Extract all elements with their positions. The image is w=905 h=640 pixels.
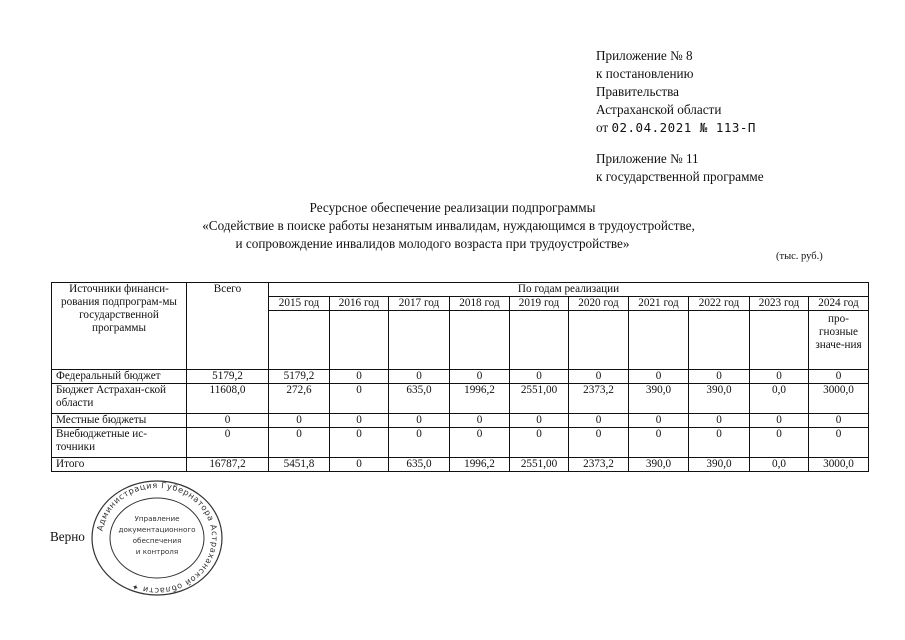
header-year-2023: 2023 год <box>750 297 809 311</box>
row-value-2016: 0 <box>330 428 389 458</box>
annex-8-line3: Правительства <box>596 84 679 99</box>
row-value-2022: 0 <box>689 428 750 458</box>
table-row <box>52 384 869 414</box>
header-years-group: По годам реализации <box>269 283 869 297</box>
row-value-2016: 0 <box>330 458 389 472</box>
svg-text:документационного: документационного <box>118 525 196 534</box>
row-value-2017: 0 <box>389 414 450 428</box>
svg-text:Администрация Губернатора Астр: Администрация Губернатора Астраханской области ✦ <box>94 479 221 597</box>
header-year-2019: 2019 год <box>510 297 569 311</box>
svg-text:обеспечения: обеспечения <box>132 536 182 545</box>
row-value-2023: 0 <box>750 428 809 458</box>
row-value-2015: 0 <box>269 428 330 458</box>
row-value-2023: 0 <box>750 414 809 428</box>
title-line2: «Содействие в поиске работы незанятым инвалидам, нуждающимся в трудоустройстве, <box>202 218 695 233</box>
row-value-2023: 0,0 <box>750 458 809 472</box>
header-blank-cell <box>569 311 629 370</box>
header-blank-cell <box>269 311 330 370</box>
table-row <box>52 428 869 458</box>
annex-8-block <box>596 47 756 137</box>
row-value-2016: 0 <box>330 370 389 384</box>
header-year-2017: 2017 год <box>389 297 450 311</box>
annex-11-line2: к государственной программе <box>596 169 764 184</box>
annex-8-date-prefix: от <box>596 120 609 135</box>
annex-8-line4: Астраханской области <box>596 102 722 117</box>
row-value-2024: 0 <box>809 428 869 458</box>
header-year-2015: 2015 год <box>269 297 330 311</box>
row-value-2022: 0 <box>689 414 750 428</box>
table-row <box>52 458 869 472</box>
row-value-2017: 635,0 <box>389 384 450 414</box>
title-line1: Ресурсное обеспечение реализации подпрограммы <box>309 200 596 215</box>
row-source: Бюджет Астрахан-ской области <box>52 384 187 414</box>
header-year-2020: 2020 год <box>569 297 629 311</box>
seal-stamp <box>88 479 226 597</box>
row-value-2020: 2373,2 <box>569 384 629 414</box>
row-value-2022: 0 <box>689 370 750 384</box>
row-value-2018: 0 <box>450 370 510 384</box>
header-year-2016: 2016 год <box>330 297 389 311</box>
header-blank-cell <box>689 311 750 370</box>
row-value-2020: 0 <box>569 370 629 384</box>
annex-8-line1: Приложение № 8 <box>596 48 693 63</box>
row-value-2020: 0 <box>569 428 629 458</box>
row-value-2019: 2551,00 <box>510 384 569 414</box>
row-source: Внебюджетные ис-точники <box>52 428 187 458</box>
row-value-2017: 635,0 <box>389 458 450 472</box>
seal-graphic <box>88 479 226 597</box>
table-row <box>52 414 869 428</box>
header-blank-cell <box>629 311 689 370</box>
row-value-2015: 5179,2 <box>269 370 330 384</box>
annex-8-line2: к постановлению <box>596 66 694 81</box>
row-value-2019: 2551,00 <box>510 458 569 472</box>
row-value-2017: 0 <box>389 370 450 384</box>
row-value-2019: 0 <box>510 414 569 428</box>
row-source: Итого <box>52 458 187 472</box>
row-total: 5179,2 <box>187 370 269 384</box>
row-value-2023: 0 <box>750 370 809 384</box>
row-value-2016: 0 <box>330 384 389 414</box>
row-value-2024: 0 <box>809 370 869 384</box>
row-value-2019: 0 <box>510 428 569 458</box>
svg-text:и контроля: и контроля <box>135 547 179 556</box>
row-value-2023: 0,0 <box>750 384 809 414</box>
header-source: Источники финанси-рования подпрограм-мы государственной программы <box>52 283 187 370</box>
row-value-2024: 0 <box>809 414 869 428</box>
row-value-2020: 0 <box>569 414 629 428</box>
svg-text:Управление: Управление <box>134 514 180 523</box>
forecast-note: про-гнозные значе-ния <box>809 311 869 370</box>
row-value-2018: 1996,2 <box>450 458 510 472</box>
row-total: 0 <box>187 414 269 428</box>
row-value-2015: 0 <box>269 414 330 428</box>
units-label: (тыс. руб.) <box>776 251 823 262</box>
header-year-2024: 2024 год <box>809 297 869 311</box>
header-blank-cell <box>750 311 809 370</box>
title-line3: и сопровождение инвалидов молодого возраста при трудоустройстве» <box>235 236 630 251</box>
row-value-2017: 0 <box>389 428 450 458</box>
header-year-2022: 2022 год <box>689 297 750 311</box>
table-row <box>52 370 869 384</box>
header-blank-cell <box>389 311 450 370</box>
row-value-2018: 0 <box>450 414 510 428</box>
row-value-2016: 0 <box>330 414 389 428</box>
row-value-2018: 1996,2 <box>450 384 510 414</box>
row-value-2018: 0 <box>450 428 510 458</box>
row-value-2019: 0 <box>510 370 569 384</box>
row-source: Местные бюджеты <box>52 414 187 428</box>
row-value-2022: 390,0 <box>689 458 750 472</box>
header-total: Всего <box>187 283 269 370</box>
row-total: 11608,0 <box>187 384 269 414</box>
header-year-2021: 2021 год <box>629 297 689 311</box>
row-value-2015: 272,6 <box>269 384 330 414</box>
row-value-2020: 2373,2 <box>569 458 629 472</box>
row-value-2021: 0 <box>629 370 689 384</box>
header-blank-cell <box>450 311 510 370</box>
row-value-2022: 390,0 <box>689 384 750 414</box>
row-value-2015: 5451,8 <box>269 458 330 472</box>
row-value-2021: 0 <box>629 414 689 428</box>
row-value-2024: 3000,0 <box>809 458 869 472</box>
row-total: 16787,2 <box>187 458 269 472</box>
row-value-2021: 390,0 <box>629 384 689 414</box>
resource-table <box>51 282 869 472</box>
row-value-2021: 390,0 <box>629 458 689 472</box>
annex-11-block <box>596 150 764 186</box>
row-total: 0 <box>187 428 269 458</box>
header-year-2018: 2018 год <box>450 297 510 311</box>
annex-8-date-number: 02.04.2021 № 113-П <box>611 120 756 135</box>
row-source: Федеральный бюджет <box>52 370 187 384</box>
document-title <box>0 199 905 253</box>
row-value-2021: 0 <box>629 428 689 458</box>
annex-8-date-line <box>596 119 756 137</box>
row-value-2024: 3000,0 <box>809 384 869 414</box>
header-blank-cell <box>330 311 389 370</box>
annex-11-line1: Приложение № 11 <box>596 151 699 166</box>
verno-label: Верно <box>50 529 85 544</box>
header-blank-cell <box>510 311 569 370</box>
